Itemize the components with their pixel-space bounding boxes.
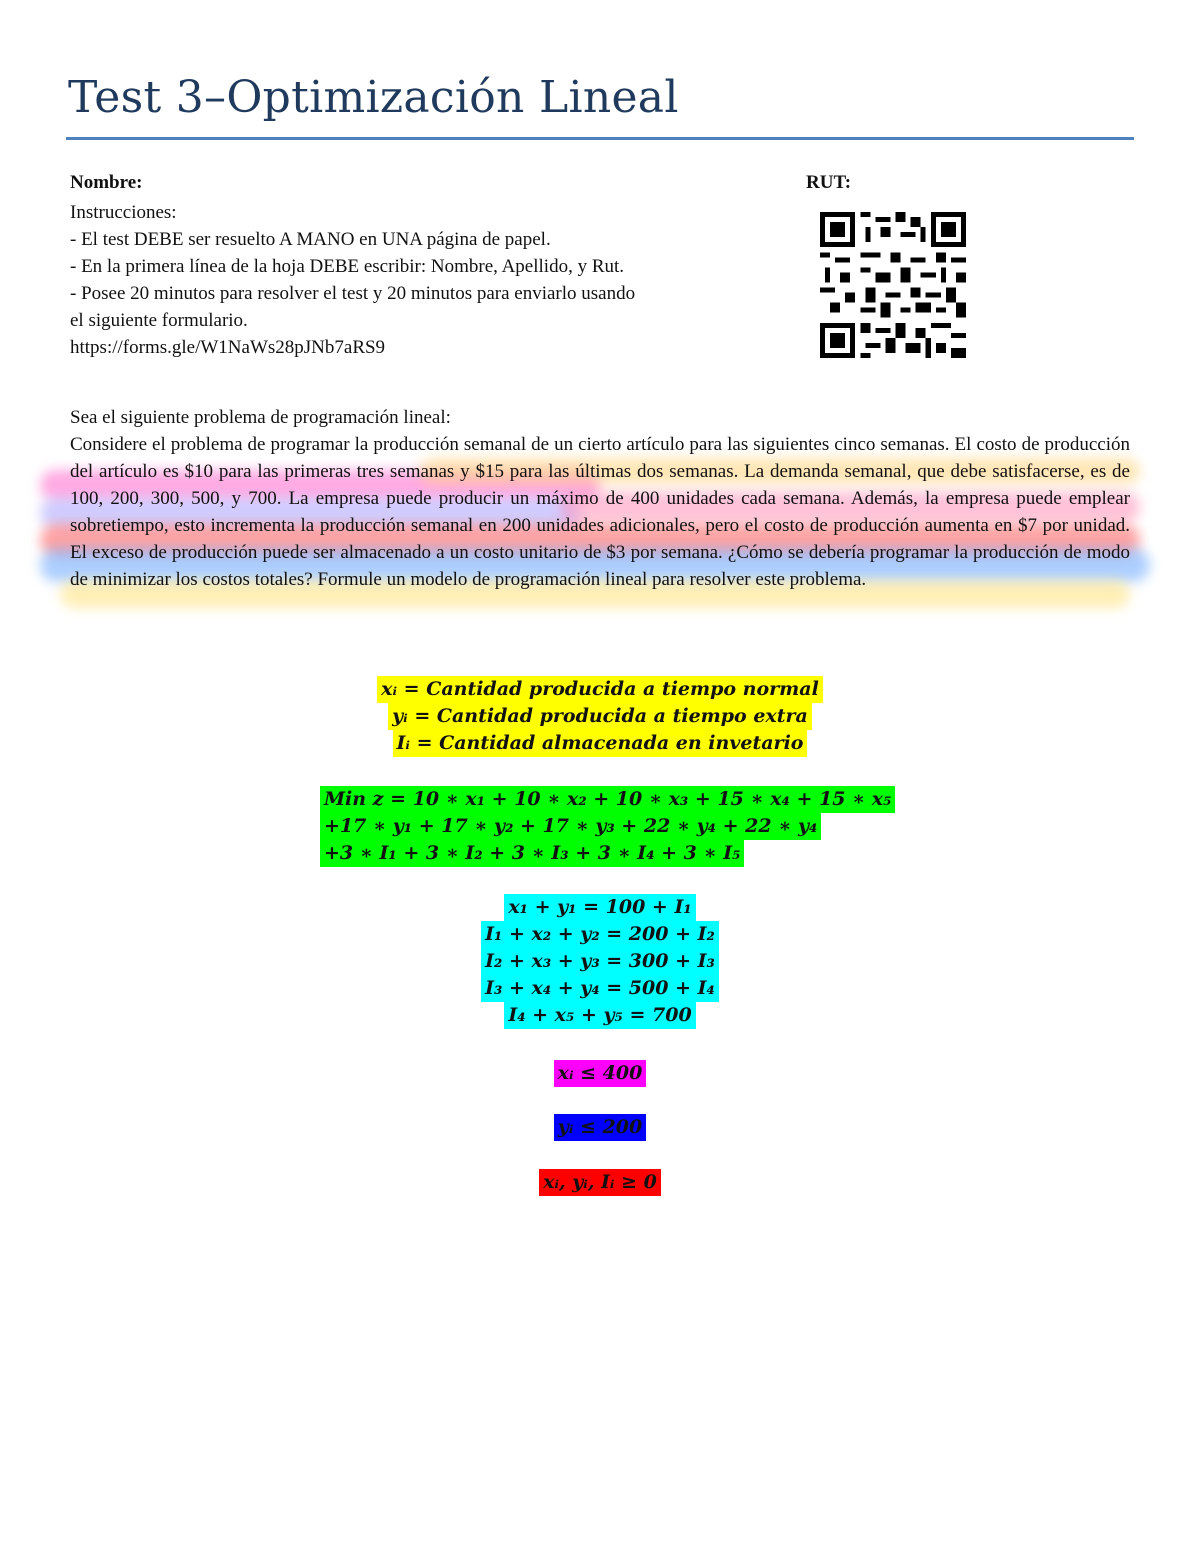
constraint-week-2: I₁ + x₂ + y₂ = 200 + I₂: [481, 921, 719, 948]
nombre-label: Nombre:: [70, 172, 143, 193]
x-max-constraint: xᵢ ≤ 400: [554, 1060, 647, 1087]
constraint-week-1: x₁ + y₁ = 100 + I₁: [504, 894, 695, 921]
instruction-line: - En la primera línea de la hoja DEBE escribir: Nombre, Apellido, y Rut.: [70, 256, 625, 277]
variable-definitions: [0, 676, 1200, 757]
x-bound: [0, 1060, 1200, 1087]
instructions-block: [70, 199, 790, 361]
objective-line-1: Min z = 10 ∗ x₁ + 10 ∗ x₂ + 10 ∗ x₃ + 15 ∗ x₄ + 15 ∗ x₅: [320, 786, 895, 813]
y-bound: [0, 1114, 1200, 1141]
var-y-definition: yᵢ = Cantidad producida a tiempo extra: [388, 703, 812, 730]
problem-statement: [70, 404, 1130, 593]
qr-code-icon[interactable]: [820, 212, 966, 358]
balance-constraints: [0, 894, 1200, 1029]
problem-intro: Sea el siguiente problema de programación lineal:: [70, 407, 451, 428]
nonnegativity-constraint: xᵢ, yᵢ, Iᵢ ≥ 0: [539, 1169, 661, 1196]
constraint-week-4: I₃ + x₄ + y₄ = 500 + I₄: [481, 975, 719, 1002]
objective-function: [320, 786, 895, 867]
form-link[interactable]: https://forms.gle/W1NaWs28pJNb7aRS9: [70, 337, 386, 358]
problem-body: Considere el problema de programar la producción semanal de un cierto artículo para las siguientes cinco semanas. El costo de producción del artículo es $10 para las primeras tres semanas y $15 para las últimas dos semanas. La demanda semanal, que debe satisfacerse, es de 100, 200, 300, 500, y 700. La empresa puede producir un máximo de 400 unidades cada semana. Además, la empresa puede emplear sobretiempo, esto incrementa la producción semanal en 200 unidades adicionales, pero el costo de producción aumenta en $7 por unidad. El exceso de producción puede ser almacenado a un costo unitario de $3 por semana. ¿Cómo se debería programar la producción de modo de minimizar los costos totales? Formule un modelo de programación lineal para resolver este problema.: [70, 434, 1130, 590]
constraint-week-3: I₂ + x₃ + y₃ = 300 + I₃: [481, 948, 719, 975]
title-divider: [66, 137, 1134, 140]
nonnegativity: [0, 1169, 1200, 1196]
objective-line-3: +3 ∗ I₁ + 3 ∗ I₂ + 3 ∗ I₃ + 3 ∗ I₄ + 3 ∗ I₅: [320, 840, 744, 867]
rut-label: RUT:: [806, 172, 852, 193]
instruction-line: el siguiente formulario.: [70, 310, 248, 331]
page-title: Test 3–Optimización Lineal: [68, 72, 679, 123]
y-max-constraint: yᵢ ≤ 200: [554, 1114, 646, 1141]
var-x-definition: xᵢ = Cantidad producida a tiempo normal: [377, 676, 823, 703]
var-I-definition: Iᵢ = Cantidad almacenada en invetario: [393, 730, 808, 757]
constraint-week-5: I₄ + x₅ + y₅ = 700: [504, 1002, 695, 1029]
instruction-line: - El test DEBE ser resuelto A MANO en UNA página de papel.: [70, 229, 551, 250]
instructions-heading: Instrucciones:: [70, 202, 177, 223]
instruction-line: - Posee 20 minutos para resolver el test y 20 minutos para enviarlo usando: [70, 283, 636, 304]
objective-line-2: +17 ∗ y₁ + 17 ∗ y₂ + 17 ∗ y₃ + 22 ∗ y₄ + 22 ∗ y₄: [320, 813, 821, 840]
